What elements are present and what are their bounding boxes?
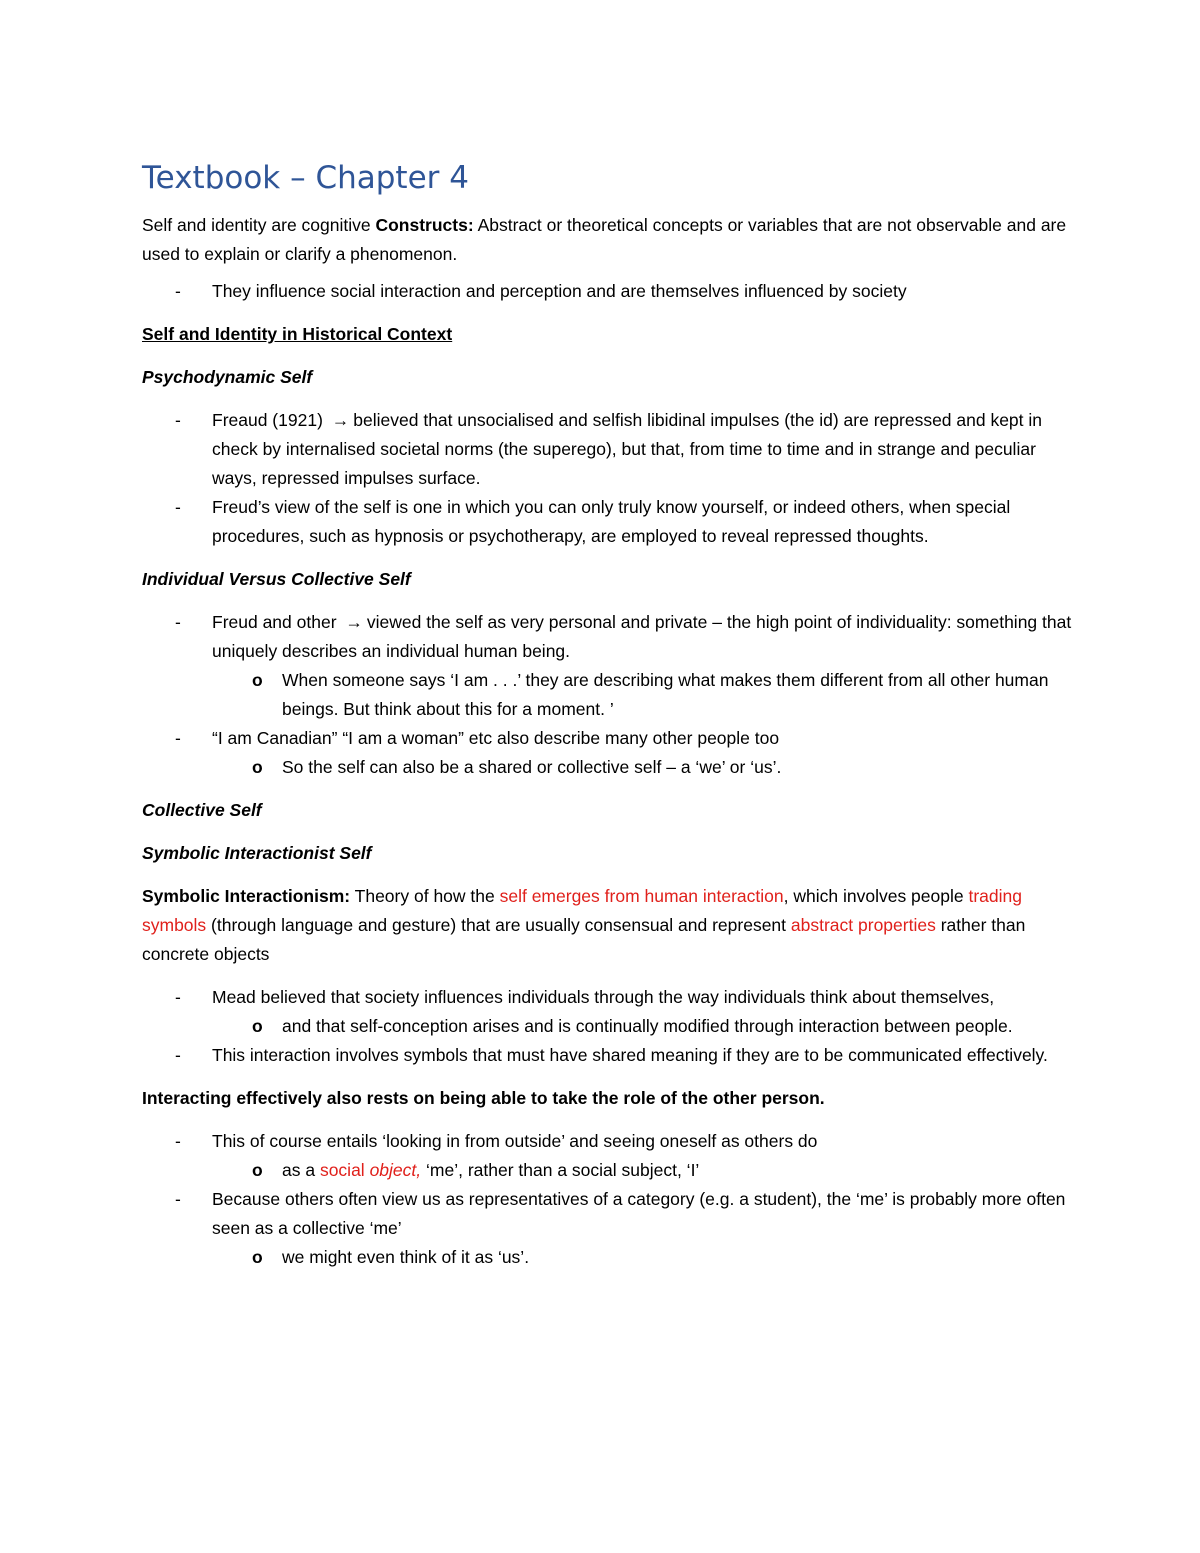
list-item	[142, 983, 1072, 1041]
list-item	[142, 724, 1072, 782]
dash-marker: -	[175, 410, 181, 431]
list-text: This interaction involves symbols that must have shared meaning if they are to be communicated effectively.	[212, 1045, 1048, 1066]
sub-list	[212, 1156, 1072, 1185]
definition-term: Symbolic Interactionism:	[142, 886, 351, 907]
subheading-symbolic	[142, 839, 1072, 868]
heading-text: Self and Identity in Historical Context	[142, 324, 453, 345]
circle-marker: o	[252, 670, 263, 691]
heading-text: Psychodynamic Self	[142, 367, 313, 388]
list-item	[142, 1127, 1072, 1185]
intro-paragraph	[142, 211, 1072, 269]
right-arrow-icon: →	[331, 410, 350, 431]
section-heading-historical	[142, 320, 1072, 349]
highlight-text: object,	[369, 1160, 422, 1181]
list-text: Mead believed that society influences individuals through the way individuals think about themselves,	[212, 987, 995, 1008]
dash-marker: -	[175, 612, 181, 633]
circle-marker: o	[252, 757, 263, 778]
list-text: Freud and other	[212, 612, 337, 633]
list-text: When someone says ‘I am . . .’ they are describing what makes them different from all other human beings. But think about this for a moment. ’	[282, 670, 1049, 720]
list-text: we might even think of it as ‘us’.	[282, 1247, 530, 1268]
list-text: as a	[282, 1160, 320, 1181]
dash-marker: -	[175, 1189, 181, 1210]
heading-text: Collective Self	[142, 800, 262, 821]
definition-text: Theory of how the	[350, 886, 500, 907]
psychodynamic-list	[142, 406, 1072, 551]
heading-text: Individual Versus Collective Self	[142, 569, 411, 590]
highlight-text: abstract properties	[790, 915, 936, 936]
highlight-text: social	[319, 1160, 365, 1181]
list-text: This of course entails ‘looking in from outside’ and seeing oneself as others do	[212, 1131, 818, 1152]
list-text: “I am Canadian” “I am a woman” etc also describe many other people too	[212, 728, 780, 749]
definition-text: rather than concrete objects	[142, 915, 1026, 965]
document-body	[142, 160, 1072, 1286]
list-item	[142, 493, 1072, 551]
intro-text-c: Abstract or theoretical concepts or variables that are not observable and are used to explain or clarify a phenomenon.	[142, 215, 1067, 265]
circle-marker: o	[252, 1160, 263, 1181]
sub-list	[212, 1243, 1072, 1272]
intro-term: Constructs:	[375, 215, 474, 236]
sub-list-item	[212, 666, 1072, 724]
circle-marker: o	[252, 1016, 263, 1037]
definition-text: , which involves people	[783, 886, 969, 907]
sub-list	[212, 753, 1072, 782]
sub-list-item	[212, 1012, 1072, 1041]
circle-marker: o	[252, 1247, 263, 1268]
list-text: and that self-conception arises and is continually modified through interaction between people.	[282, 1016, 1013, 1037]
dash-marker: -	[175, 281, 181, 302]
list-text: Because others often view us as representatives of a category (e.g. a student), the ‘me’ is probably more often seen as a collective ‘me’	[212, 1189, 1066, 1239]
intro-text-a: Self and identity are cognitive	[142, 215, 376, 236]
page-title: Textbook – Chapter 4	[142, 160, 469, 196]
sub-list-item	[212, 1243, 1072, 1272]
subheading-interacting	[142, 1084, 1072, 1113]
dash-marker: -	[175, 987, 181, 1008]
heading-text: Symbolic Interactionist Self	[142, 843, 372, 864]
list-text: Freud’s view of the self is one in which you can only truly know yourself, or indeed others, when special procedures, such as hypnosis or psychotherapy, are employed to reveal repressed thoughts.	[212, 497, 1011, 547]
list-item	[142, 1041, 1072, 1070]
list-text: ‘me’, rather than a social subject, ‘I’	[421, 1160, 700, 1181]
symbolic-definition	[142, 882, 1072, 969]
definition-text: (through language and gesture) that are usually consensual and represent	[206, 915, 791, 936]
interacting-list	[142, 1127, 1072, 1272]
subheading-collective-self	[142, 796, 1072, 825]
sub-list	[212, 666, 1072, 724]
list-item	[142, 277, 1072, 306]
list-text: viewed the self as very personal and private – the high point of individuality: something that uniquely describes an individual human being.	[212, 612, 1072, 662]
dash-marker: -	[175, 1131, 181, 1152]
highlight-text: self emerges from human interaction	[499, 886, 784, 907]
heading-text: Interacting effectively also rests on being able to take the role of the other person.	[142, 1088, 825, 1109]
dash-marker: -	[175, 497, 181, 518]
dash-marker: -	[175, 1045, 181, 1066]
list-item	[142, 608, 1072, 724]
sub-list-item	[212, 1156, 1072, 1185]
highlight-text: trading symbols	[142, 886, 1022, 936]
list-text: believed that unsocialised and selfish libidinal impulses (the id) are repressed and kept in check by internalised societal norms (the superego), but that, from time to time and in strange and peculiar ways, repressed impulses surface.	[212, 410, 1043, 489]
subheading-psychodynamic	[142, 363, 1072, 392]
subheading-individual-collective	[142, 565, 1072, 594]
sub-list	[212, 1012, 1072, 1041]
intro-list	[142, 277, 1072, 306]
list-item	[142, 1185, 1072, 1272]
list-text: Freaud (1921)	[212, 410, 323, 431]
intro-bullet-text: They influence social interaction and perception and are themselves influenced by society	[212, 281, 907, 302]
dash-marker: -	[175, 728, 181, 749]
sub-list-item	[212, 753, 1072, 782]
list-text: So the self can also be a shared or collective self – a ‘we’ or ‘us’.	[282, 757, 782, 778]
individual-list	[142, 608, 1072, 782]
right-arrow-icon: →	[345, 612, 363, 633]
list-item	[142, 406, 1072, 493]
symbolic-list	[142, 983, 1072, 1070]
